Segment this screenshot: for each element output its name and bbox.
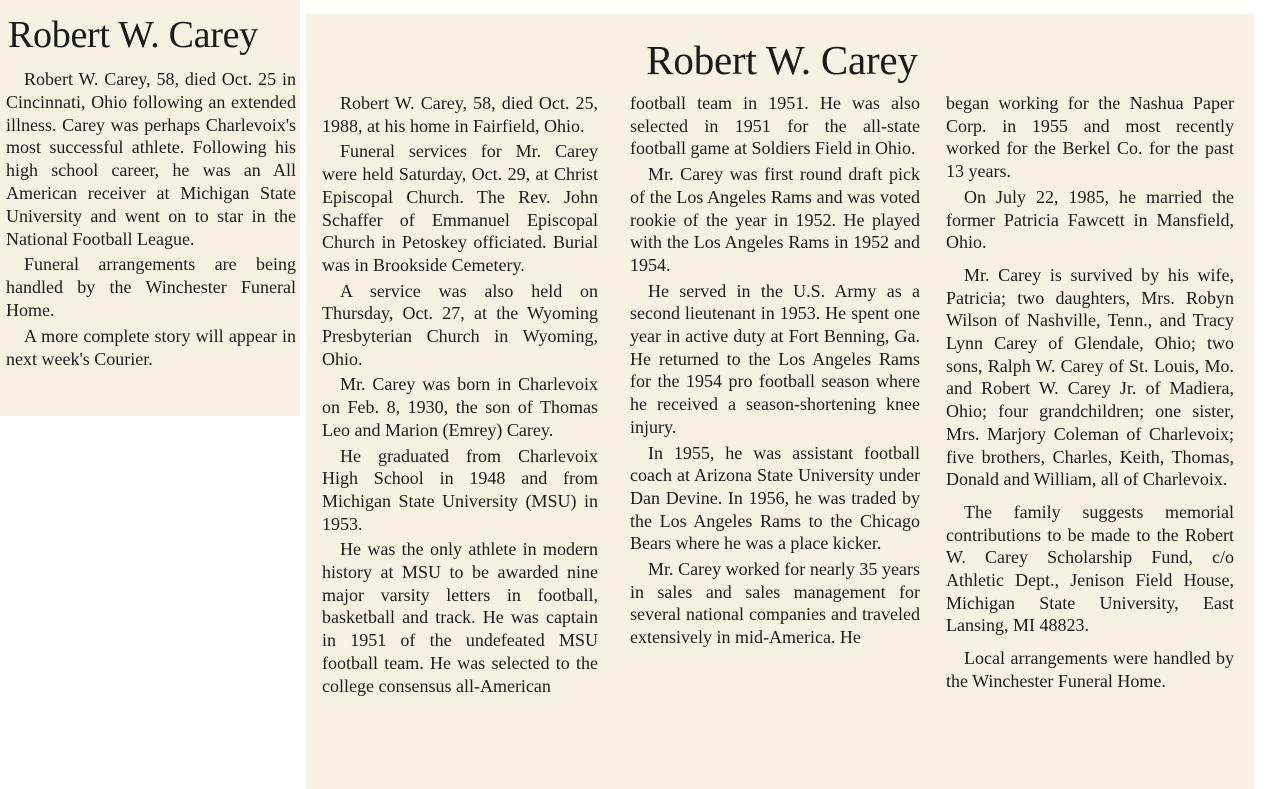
- obituary-paragraph: A service was also held on Thursday, Oct. 27, at the Wyoming Presbyterian Church in Wyoming, Ohio.: [322, 280, 598, 369]
- obituary-paragraph: He was the only athlete in modern history at MSU to be awarded nine major varsity letters in football, basketball and track. He was captain in 1951 of the undefeated MSU football team. He was selected to the college consensus all-American: [322, 539, 598, 696]
- short-obituary-paragraph: Robert W. Carey, 58, died Oct. 25 in Cincinnati, Ohio following an extended illness. Carey was perhaps Charlevoix's most successful athlete. Following his high school career, he was an All American receiver at Michigan State University and went on to star in the National Football League.: [6, 69, 296, 249]
- obituary-column-3: [946, 92, 1234, 693]
- obituary-paragraph: Funeral services for Mr. Carey were held Saturday, Oct. 29, at Christ Episcopal Church. The Rev. John Schaffer of Emmanuel Episcopal Church in Petoskey officiated. Burial was in Brookside Cemetery.: [322, 141, 598, 275]
- obituary-paragraph: Robert W. Carey, 58, died Oct. 25, 1988, at his home in Fairfield, Ohio.: [322, 93, 598, 136]
- obituary-paragraph: He graduated from Charlevoix High School in 1948 and from Michigan State University (MSU) in 1953.: [322, 445, 598, 534]
- short-obituary-paragraph: A more complete story will appear in next week's Courier.: [6, 325, 296, 369]
- obituary-paragraph: In 1955, he was assistant football coach at Arizona State University under Dan Devine. In 1956, he was traded by the Los Angeles Rams to the Chicago Bears where he was a place kicker.: [630, 442, 920, 554]
- short-obituary-headline: Robert W. Carey: [8, 14, 258, 56]
- full-obituary-headline: Robert W. Carey: [646, 37, 918, 83]
- obituary-paragraph: Mr. Carey worked for nearly 35 years in sales and sales management for several national companies and traveled extensively in mid-America. He: [630, 559, 920, 648]
- obituary-paragraph: Mr. Carey is survived by his wife, Patricia; two daughters, Mrs. Robyn Wilson of Nashville, Tenn., and Tracy Lynn Carey of Glendale, Ohio; two sons, Ralph W. Carey of St. Louis, Mo. and Robert W. Carey Jr. of Madiera, Ohio; four grandchildren; one sister, Mrs. Marjory Coleman of Charlevoix; five brothers, Charles, Keith, Thomas, Donald and William, all of Charlevoix.: [946, 264, 1234, 490]
- obituary-paragraph: He served in the U.S. Army as a second lieutenant in 1953. He spent one year in active duty at Fort Benning, Ga. He returned to the Los Angeles Rams for the 1954 pro football season where he received a season-shortening knee injury.: [630, 280, 920, 437]
- obituary-column-1: [322, 92, 598, 697]
- full-obituary-clipping: [306, 14, 1254, 789]
- short-obituary-clipping: [0, 0, 300, 416]
- obituary-column-2: [630, 92, 920, 649]
- obituary-paragraph: Local arrangements were handled by the Winchester Funeral Home.: [946, 648, 1234, 691]
- obituary-paragraph: Mr. Carey was born in Charlevoix on Feb. 8, 1930, the son of Thomas Leo and Marion (Emrey) Carey.: [322, 374, 598, 440]
- obituary-paragraph: Mr. Carey was first round draft pick of the Los Angeles Rams and was voted rookie of the year in 1952. He played with the Los Angeles Rams in 1952 and 1954.: [630, 164, 920, 275]
- obituary-paragraph: The family suggests memorial contributions to be made to the Robert W. Carey Scholarship Fund, c/o Athletic Dept., Jenison Field House, Michigan State University, East Lansing, MI 48823.: [946, 501, 1234, 636]
- short-obituary-paragraph: Funeral arrangements are being handled by the Winchester Funeral Home.: [6, 254, 296, 320]
- obituary-paragraph: began working for the Nashua Paper Corp. in 1955 and most recently worked for the Berkel Co. for the past 13 years.: [946, 93, 1234, 182]
- obituary-paragraph: football team in 1951. He was also selected in 1951 for the all-state football game at Soldiers Field in Ohio.: [630, 93, 920, 159]
- obituary-paragraph: On July 22, 1985, he married the former Patricia Fawcett in Mansfield, Ohio.: [946, 186, 1234, 253]
